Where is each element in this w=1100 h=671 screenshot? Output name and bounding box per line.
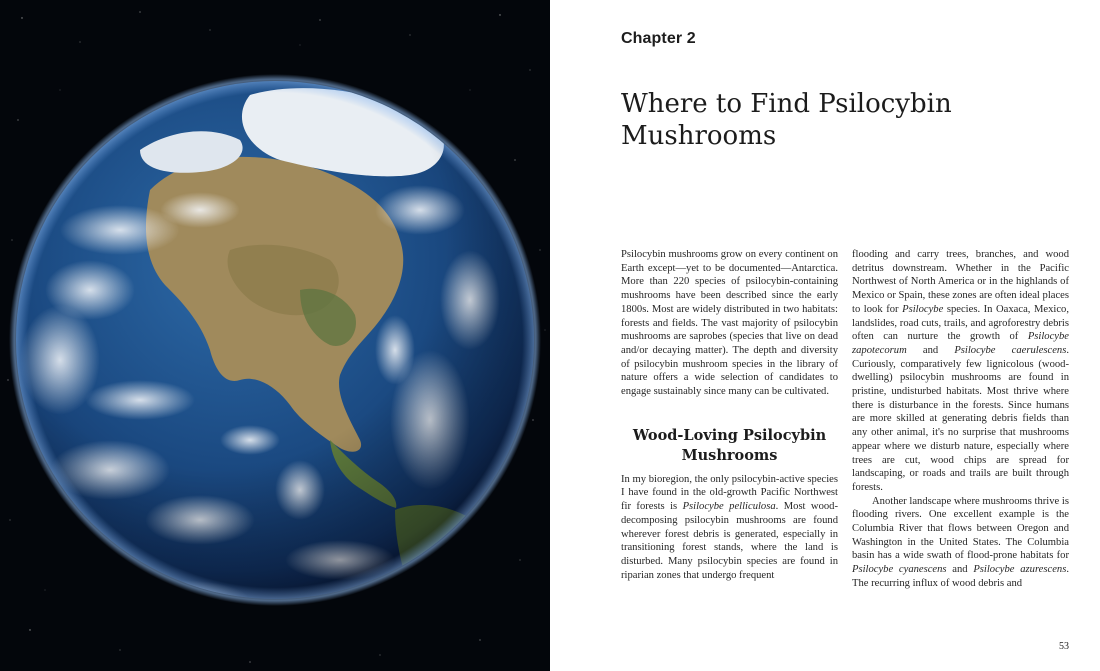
section-heading: Wood-Loving Psilocybin Mushrooms — [632, 426, 827, 464]
body-paragraph: Another landscape where mushrooms thrive is flooding rivers. One excellent example is the Columbia River that flows between Oregon and Washington in the United States. The Columbia basin has a wide swath of flood-prone habitats for Psilocybe cyanescens and Psilocybe azurescens. The recurring influx of wood debris and — [852, 495, 1069, 589]
text-column-1 — [621, 248, 838, 582]
page-number: 53 — [1059, 641, 1069, 652]
chapter-title: Where to Find Psilocybin Mushrooms — [621, 89, 952, 151]
body-paragraph: In my bioregion, the only psilocybin-active species I have found in the old-growth Pacific Northwest fir forests is Psilocybe pelliculosa. Most wood-decomposing psilocybin mushrooms are found wherever forest debris is generated, especially in transitioning forest stands, where the land is disturbed. Many psilocybin species are found in riparian zones that undergo frequent — [621, 473, 838, 581]
species-name: Psilocybe pelliculosa — [682, 501, 776, 513]
species-name: Psilocybe azurescens — [973, 564, 1067, 576]
earth-globe — [9, 74, 541, 620]
text-column-2 — [852, 248, 1069, 591]
text-page — [550, 0, 1100, 671]
genus-name: Psilocybe — [902, 303, 944, 315]
intro-paragraph: Psilocybin mushrooms grow on every continent on Earth except—yet to be documented—Antarctica. More than 220 species of psilocybin-containing mushrooms have been described since the early 1800s. Most are widely distributed in two habitats: forests and fields. The vast majority of psilocybin mushrooms are saprobes (species that live on dead and/or decaying matter). The depth and diversity of psilocybin mushroom species in the library of nature offers a wide selection of candidates to engage sustainably since many can be cultivated. — [621, 249, 838, 398]
chapter-label: Chapter 2 — [621, 30, 696, 47]
species-name: Psilocybe cyanescens — [852, 564, 947, 576]
species-name: Psilocybe zapotecorum — [852, 331, 1069, 356]
body-paragraph: flooding and carry trees, branches, and wood detritus downstream. Whether in the Pacific Northwest of North America or in the highlands of Mexico or Spain, these zones are often ideal places to look for Psilocybe species. In Oaxaca, Mexico, landslides, road cuts, trails, and agroforestry debris often can nurture the growth of Psilocybe zapotecorum and Psilocybe caerulescens. Curiously, comparatively few lignicolous (wood-dwelling) psilocybin mushrooms are found in pristine, undisturbed habitats. Most thrive where there is disturbance in the forests. Since humans are more skilled at generating debris fields than any other animal, it's no surprise that mushrooms appear where we disturb nature, especially where trees are cut, wood chips are spread for landscaping, or roads and trails are built through forests. — [852, 249, 1070, 493]
species-name: Psilocybe caerulescens — [954, 344, 1067, 356]
